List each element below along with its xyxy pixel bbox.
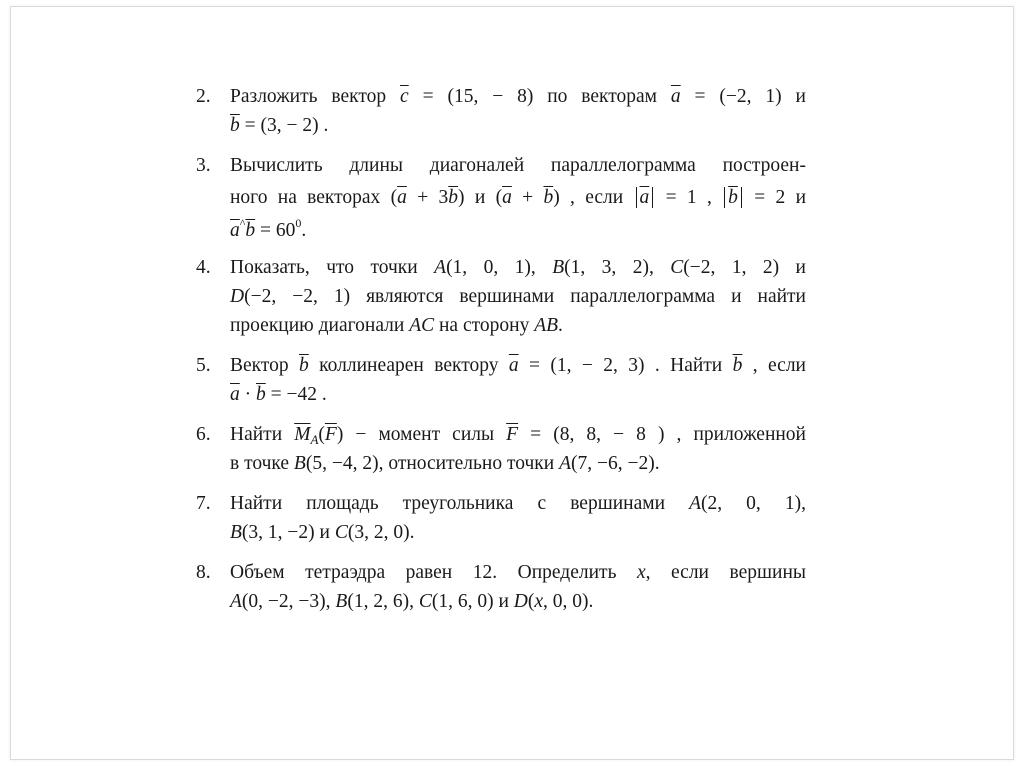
- problem-line: [230, 518, 806, 547]
- problem-line: [230, 282, 806, 311]
- text-run: +: [511, 187, 544, 208]
- math-symbol: A: [434, 257, 447, 278]
- math-symbol: x: [636, 562, 646, 583]
- math-symbol: C: [670, 257, 684, 278]
- text-run: + 3: [406, 187, 449, 208]
- math-symbol: B: [230, 522, 242, 543]
- text-run: Найти площадь треугольника с вершинами: [230, 493, 690, 514]
- problem-5: [196, 351, 806, 409]
- problem-line: [230, 489, 806, 518]
- text-run: коллинеарен вектору: [308, 355, 509, 376]
- math-symbol: AC: [409, 315, 435, 336]
- vector-symbol: $\overline{b}$: [299, 355, 309, 376]
- math-symbol: A: [559, 453, 571, 474]
- problem-line: [230, 420, 806, 449]
- vector-symbol: $\overline{b}$: [245, 220, 256, 241]
- problem-text: [230, 351, 806, 409]
- text-run: (7, −6, −2).: [571, 453, 660, 474]
- text-run: ) и (: [458, 187, 503, 208]
- problem-line: [230, 587, 806, 616]
- math-symbol: 0: [295, 216, 302, 230]
- problem-line: [230, 311, 806, 340]
- problem-number: 7.: [196, 493, 211, 514]
- math-symbol: AB: [534, 315, 559, 336]
- text-run: ) , если: [553, 187, 634, 208]
- problem-number: 2.: [196, 86, 211, 107]
- problem-number: 3.: [196, 155, 211, 176]
- text-run: = −42 .: [265, 384, 327, 405]
- text-run: Вычислить длины диагоналей параллелограмма построен-: [230, 155, 806, 176]
- vector-symbol: $\overline{b}$: [230, 115, 240, 136]
- text-run: в точке: [230, 453, 294, 474]
- text-run: (1, 0, 1),: [446, 257, 553, 278]
- math-symbol: x: [534, 591, 544, 612]
- text-run: = 2 и: [743, 187, 807, 208]
- vector-symbol: $\overline{a}$: [636, 187, 654, 208]
- text-run: ) − момент силы: [336, 424, 507, 445]
- problem-number: 8.: [196, 562, 211, 583]
- math-symbol: D: [230, 286, 245, 307]
- problem-line: [230, 253, 806, 282]
- text-run: (: [527, 591, 535, 612]
- problem-3: [196, 151, 806, 245]
- text-run: , если: [742, 355, 806, 376]
- problem-number: 6.: [196, 424, 211, 445]
- vector-symbol: $\overline{F}$: [506, 424, 519, 445]
- text-run: (2, 0, 1),: [701, 493, 806, 514]
- vector-symbol: $\overline{a}$: [508, 355, 519, 376]
- text-run: Вектор: [230, 355, 300, 376]
- text-run: Показать, что точки: [230, 257, 435, 278]
- math-symbol: D: [513, 591, 528, 612]
- vector-symbol: $\overline{b}$: [724, 187, 742, 208]
- text-run: (−2, 1, 2) и: [683, 257, 806, 278]
- text-run: проекцию диагонали: [230, 315, 410, 336]
- text-run: ного на векторах (: [230, 187, 398, 208]
- text-run: = 1 ,: [655, 187, 723, 208]
- text-run: (5, −4, 2), относительно точки: [305, 453, 560, 474]
- text-run: = (1, − 2, 3) . Найти: [518, 355, 733, 376]
- problem-2: [196, 82, 806, 140]
- text-run: Объем тетраэдра равен 12. Определить: [230, 562, 637, 583]
- text-run: Разложить вектор: [230, 86, 401, 107]
- text-run: = (3, − 2) .: [239, 115, 329, 136]
- problem-text: [230, 489, 806, 547]
- text-run: (1, 2, 6),: [347, 591, 419, 612]
- text-run: Найти: [230, 424, 295, 445]
- problem-8: [196, 558, 806, 616]
- problem-7: [196, 489, 806, 547]
- problem-line: [230, 180, 806, 216]
- text-run: (0, −2, −3),: [241, 591, 336, 612]
- vector-symbol: $\overline{b}$: [256, 384, 266, 405]
- text-run: (3, 2, 0).: [347, 522, 415, 543]
- vector-symbol: $\overline{a}$: [397, 187, 407, 208]
- text-run: = 60: [255, 220, 296, 241]
- vector-symbol: $\overline{b}$: [543, 187, 554, 208]
- math-symbol: A: [230, 591, 242, 612]
- math-symbol: B: [552, 257, 565, 278]
- math-symbol: C: [334, 522, 348, 543]
- text-run: (−2, −2, 1) являются вершинами параллелограмма и найти: [244, 286, 806, 307]
- vector-symbol: $\overline{a}$: [670, 86, 681, 107]
- math-symbol: B: [335, 591, 348, 612]
- math-symbol: C: [418, 591, 432, 612]
- vector-symbol: $\overline{a}$: [230, 384, 240, 405]
- math-symbol: A: [689, 493, 701, 514]
- problem-6: [196, 420, 806, 478]
- math-symbol: ^: [239, 216, 246, 230]
- problem-text: [230, 151, 806, 245]
- problem-line: [230, 558, 806, 587]
- text-run: , 0, 0).: [543, 591, 594, 612]
- text-run: .: [558, 315, 563, 336]
- problem-line: [230, 216, 806, 245]
- text-run: (3, 1, −2) и: [241, 522, 335, 543]
- text-run: на сторону: [434, 315, 535, 336]
- problem-line: [230, 380, 806, 409]
- problem-line: [230, 449, 806, 478]
- vector-symbol: $\overline{b}$: [448, 187, 459, 208]
- problem-text: [230, 82, 806, 140]
- problem-line: [230, 82, 806, 111]
- text-run: = (−2, 1) и: [680, 86, 806, 107]
- text-run: (1, 3, 2),: [564, 257, 671, 278]
- problem-sheet: [196, 82, 806, 627]
- text-run: (: [318, 424, 325, 445]
- problem-4: [196, 253, 806, 340]
- vector-symbol: $\overline{b}$: [732, 355, 743, 376]
- math-symbol: B: [293, 453, 306, 474]
- vector-symbol: $\overline{c}$: [400, 86, 409, 107]
- problem-text: [230, 420, 806, 478]
- problem-text: [230, 253, 806, 340]
- text-run: = (8, 8, − 8 ) , приложенной: [518, 424, 806, 445]
- problem-text: [230, 558, 806, 616]
- text-run: ·: [239, 384, 256, 405]
- text-run: (1, 6, 0) и: [431, 591, 514, 612]
- vector-symbol: $\overline{M}$: [294, 424, 311, 445]
- vector-symbol: $\overline{F}$: [324, 424, 337, 445]
- text-run: , если вершины: [645, 562, 806, 583]
- vector-symbol: $\overline{a}$: [502, 187, 512, 208]
- text-run: .: [301, 220, 307, 241]
- math-symbol: A: [310, 432, 319, 447]
- text-run: = (15, − 8) по векторам: [408, 86, 671, 107]
- problem-number: 5.: [196, 355, 211, 376]
- problem-number: 4.: [196, 257, 211, 278]
- problem-line: [230, 351, 806, 380]
- vector-symbol: $\overline{a}$: [230, 220, 240, 241]
- problem-line: [230, 111, 806, 140]
- problem-line: [230, 151, 806, 180]
